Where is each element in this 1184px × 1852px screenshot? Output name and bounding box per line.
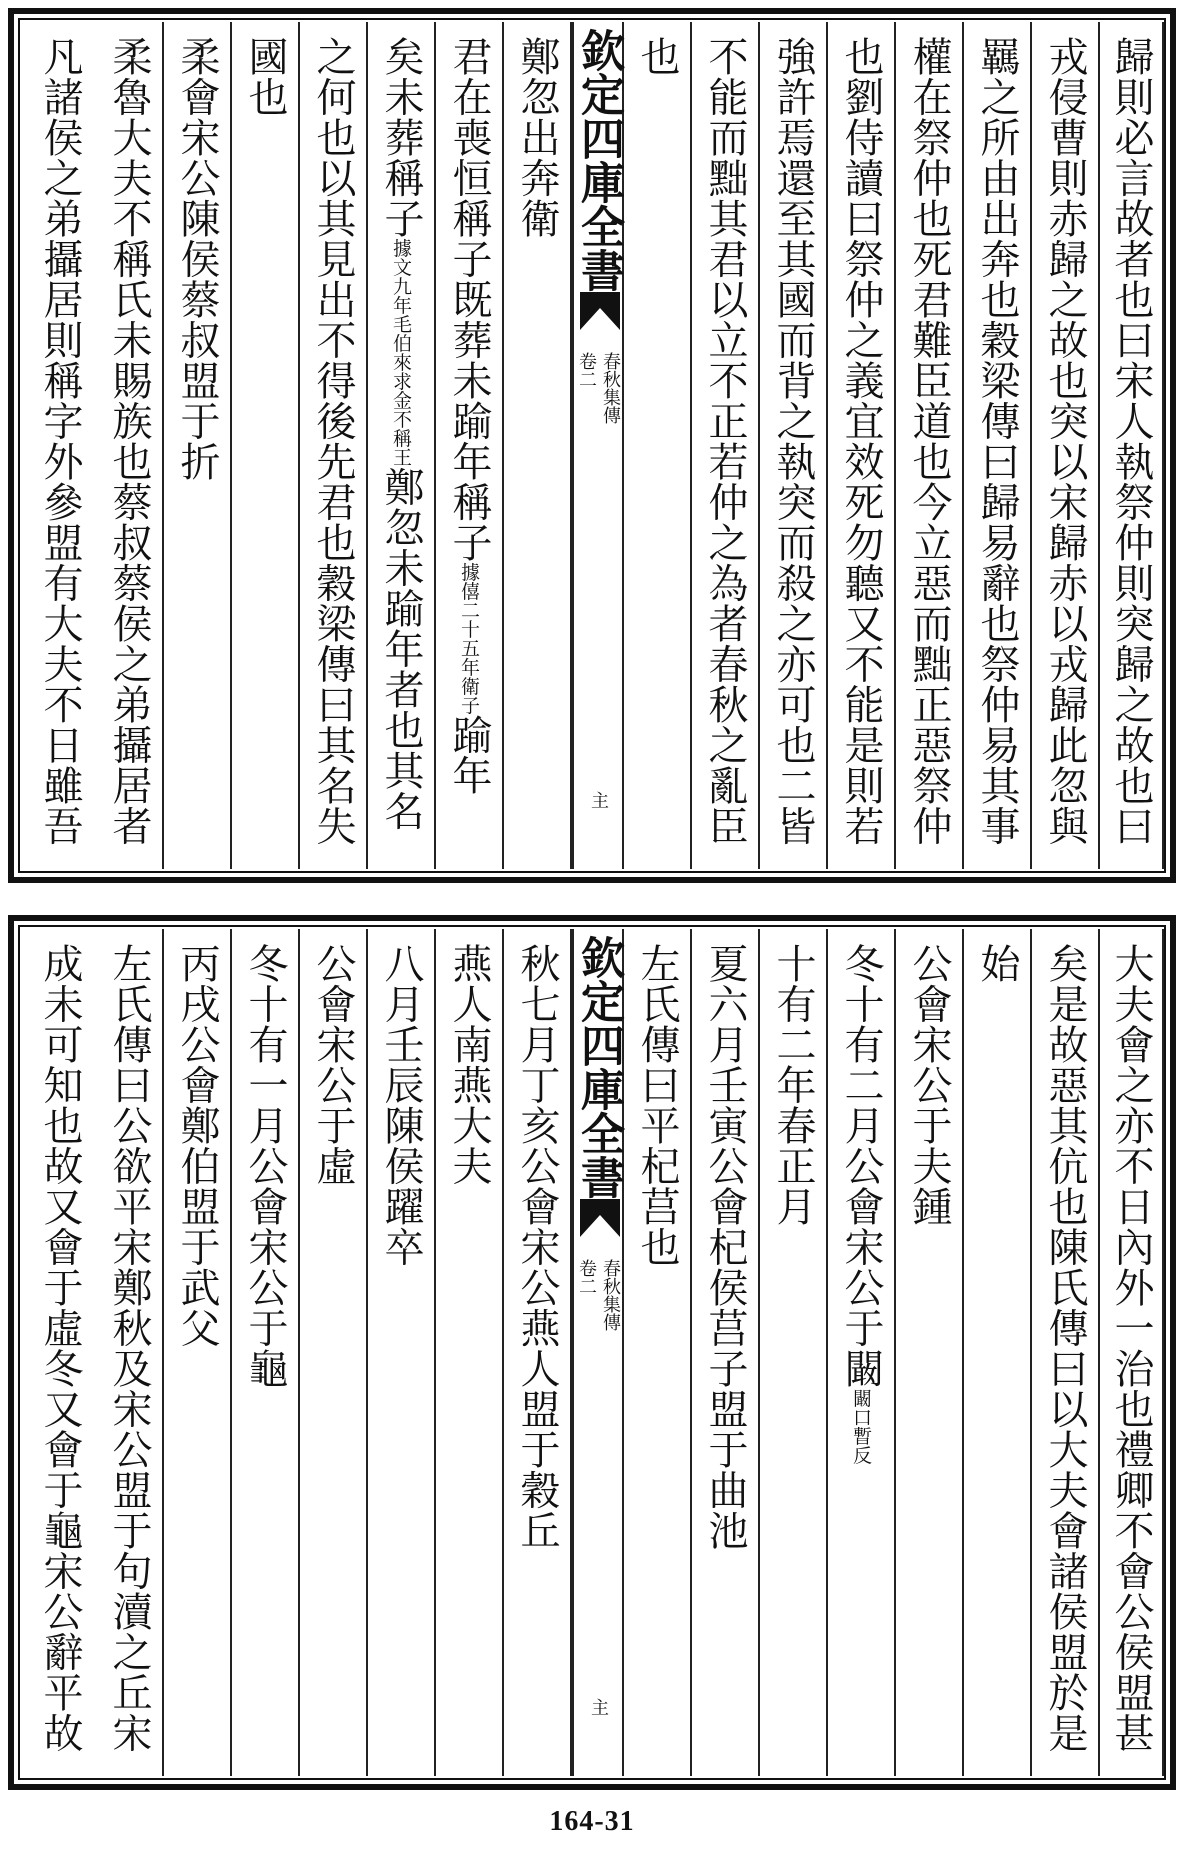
volume-info (576, 1259, 621, 1331)
volume-title: 春秋集傳 (600, 352, 621, 424)
bottom-page-panel (8, 915, 1176, 1790)
text-column (624, 22, 692, 869)
volume-title: 春秋集傳 (600, 1259, 621, 1331)
text-column (436, 929, 504, 1776)
main-text: 冬十有二月公會宋公于闞 (838, 943, 884, 1389)
column-text: 成未可知也故又會于虛冬又會于龜宋公辭平故 (37, 943, 83, 1753)
main-text: 踰年 (446, 714, 492, 796)
text-column (828, 22, 896, 869)
text-column (300, 22, 368, 869)
text-column (964, 929, 1032, 1776)
column-text: 國也 (242, 36, 288, 117)
annotation-note: 據文九年毛伯來求金不稱王 (390, 238, 412, 467)
text-column (964, 22, 1032, 869)
text-column (504, 929, 572, 1776)
text-column (1100, 929, 1164, 1776)
text-column (164, 22, 232, 869)
volume-number: 卷二 (576, 352, 597, 388)
column-text: 凡諸侯之弟攝居則稱字外參盟有大夫不日雖吾 (37, 36, 83, 846)
text-column (24, 929, 96, 1776)
column-text: 左氏傳曰公欲平宋鄭秋及宋公盟于句瀆之丘宋 (106, 943, 152, 1753)
text-column (692, 929, 760, 1776)
column-text: 柔魯大夫不稱氏未賜族也蔡叔蔡侯之弟攝居者 (106, 36, 152, 846)
text-column (760, 929, 828, 1776)
column-text: 矣是故惡其伉也陳氏傳曰以大夫會諸侯盟於是 (1042, 943, 1088, 1753)
text-column (1032, 929, 1100, 1776)
text-column (368, 22, 436, 869)
book-title: 欽定四庫全書 (573, 935, 624, 1199)
text-column (504, 22, 572, 869)
page-number: 主 (588, 1698, 609, 1716)
column-text: 冬十有一月公會宋公于龜 (242, 943, 288, 1389)
column-text: 鄭忽出奔衛 (514, 36, 560, 239)
column-text (370, 22, 432, 869)
annotation-note: 闞口暫反 (850, 1388, 872, 1465)
text-column (164, 929, 232, 1776)
fish-tail-mark-icon (580, 1199, 620, 1237)
column-text: 左氏傳曰平杞莒也 (634, 943, 680, 1267)
text-column (436, 22, 504, 869)
column-text: 大夫會之亦不日內外一治也禮卿不會公侯盟甚 (1108, 943, 1154, 1753)
text-column (96, 22, 164, 869)
column-text (438, 22, 500, 869)
main-text: 君在喪恒稱子既葬未踰年稱子 (446, 36, 492, 563)
column-text: 羈之所由出奔也穀梁傳曰歸易辭也祭仲易其事 (974, 36, 1020, 846)
column-text: 公會宋公于夫鍾 (906, 943, 952, 1227)
column-text: 之何也以其見出不得後先君也穀梁傳曰其名失 (310, 36, 356, 846)
text-column (624, 929, 692, 1776)
column-text: 柔會宋公陳侯蔡叔盟于折 (174, 36, 220, 482)
book-title: 欽定四庫全書 (573, 28, 624, 292)
column-text: 燕人南燕大夫 (446, 943, 492, 1186)
main-text: 矣未葬稱子 (378, 36, 424, 239)
column-text: 夏六月壬寅公會杞侯莒子盟于曲池 (702, 943, 748, 1551)
center-spine (572, 929, 624, 1776)
top-page-panel (8, 8, 1176, 883)
column-text: 公會宋公于虛 (310, 943, 356, 1186)
column-text: 丙戌公會鄭伯盟于武父 (174, 943, 220, 1348)
text-column (828, 929, 896, 1776)
text-column (96, 929, 164, 1776)
page-number: 主 (588, 791, 609, 809)
column-text: 秋七月丁亥公會宋公燕人盟于穀丘 (514, 943, 560, 1551)
column-text: 十有二年春正月 (770, 943, 816, 1227)
fish-tail-mark-icon (580, 292, 620, 330)
volume-info (576, 352, 621, 424)
column-text (830, 929, 892, 1776)
column-text: 不能而黜其君以立不正若仲之為者春秋之亂臣 (702, 36, 748, 846)
main-text: 鄭忽未踰年者也其名 (378, 466, 424, 831)
text-column (692, 22, 760, 869)
text-column (760, 22, 828, 869)
column-text: 戎侵曹則赤歸之故也突以宋歸赤以戎歸此忽與 (1042, 36, 1088, 846)
column-text: 也 (634, 36, 680, 77)
column-text: 八月壬辰陳侯躍卒 (378, 943, 424, 1267)
column-text: 也劉侍讀曰祭仲之義宜效死勿聽又不能是則若 (838, 36, 884, 846)
text-column (300, 929, 368, 1776)
volume-number: 卷二 (576, 1259, 597, 1295)
column-text: 權在祭仲也死君難臣道也今立惡而黜正惡祭仲 (906, 36, 952, 846)
text-column (24, 22, 96, 869)
footer-page-number: 164-31 (549, 1806, 635, 1837)
column-text: 強許焉還至其國而背之執突而殺之亦可也二皆 (770, 36, 816, 846)
text-column (1032, 22, 1100, 869)
annotation-note: 據僖二十五年衛子 (458, 562, 480, 715)
column-text: 始 (974, 943, 1020, 984)
text-column (896, 929, 964, 1776)
column-text: 歸則必言故者也曰宋人執祭仲則突歸之故也曰 (1108, 36, 1154, 846)
text-column (232, 929, 300, 1776)
text-column (896, 22, 964, 869)
text-column (1100, 22, 1164, 869)
text-column (232, 22, 300, 869)
center-spine (572, 22, 624, 869)
text-column (368, 929, 436, 1776)
